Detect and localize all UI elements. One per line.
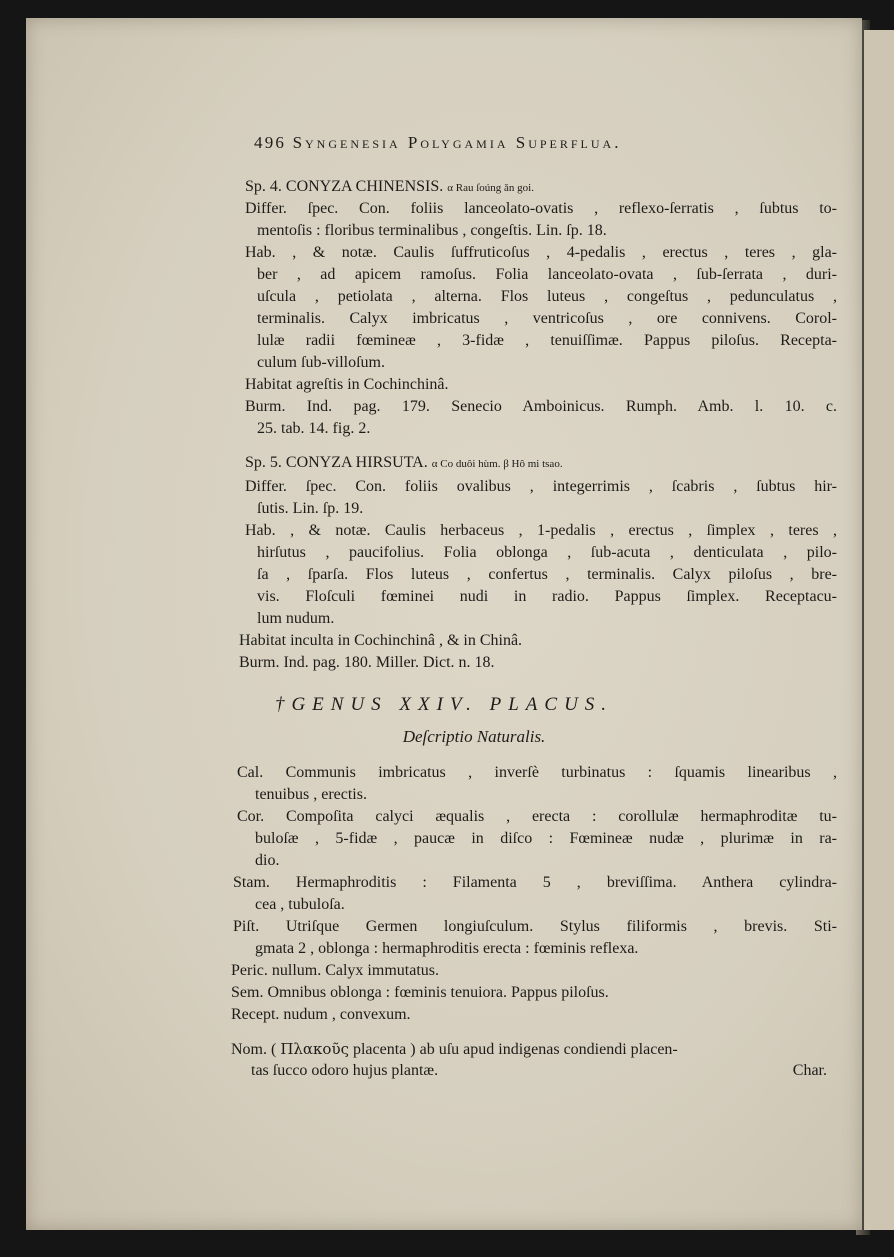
species-4-burm-2: 25. tab. 14. fig. 2. <box>257 420 371 437</box>
species-4-vernacular: α Rau ſoúng ǎn goi. <box>447 182 534 194</box>
genus-line-7: cea , tubuloſa. <box>255 896 345 913</box>
species-5-burm: Burm. Ind. pag. 180. Miller. Dict. n. 18. <box>239 654 495 671</box>
genus-title: †GENUS XXIV. PLACUS. <box>274 694 614 715</box>
species-4-hab-4: terminalis. Calyx imbricatus , ventricoſus , ore connivens. Corol- <box>257 310 837 327</box>
species-4-differ-1: Differ. ſpec. Con. foliis lanceolato-ovatis , reflexo-ſerratis , ſubtus to- <box>245 200 837 217</box>
species-4-differ-2: mentoſis : floribus terminalibus , congeſtis. Lin. ſp. 18. <box>257 222 607 239</box>
species-5-hab-5: lum nudum. <box>257 610 335 627</box>
species-4-burm-1: Burm. Ind. pag. 179. Senecio Amboinicus. Rumph. Amb. l. 10. c. <box>245 398 837 415</box>
genus-subtitle: Deſcriptio Naturalis. <box>402 727 546 746</box>
species-4-title: Sp. 4. CONYZA CHINENSIS. <box>245 178 444 195</box>
genus-line-6: Stam. Hermaphroditis : Filamenta 5 , breviſſima. Anthera cylindra- <box>233 874 837 891</box>
species-5-title-line <box>245 452 845 475</box>
nom-line-2 <box>251 1060 827 1082</box>
species-5-hab-4: vis. Floſculi fœminei nudi in radio. Pappus ſimplex. Receptacu- <box>257 588 837 605</box>
species-4-hab-3: uſcula , petiolata , alterna. Flos luteus , congeſtus , pedunculatus , <box>257 288 837 305</box>
genus-line-2: tenuibus , erectis. <box>255 786 367 803</box>
genus-line-8: Piſt. Utriſque Germen longiuſculum. Stylus filiformis , brevis. Sti- <box>233 918 837 935</box>
species-4-habitat: Habitat agreſtis in Cochinchinâ. <box>245 376 449 393</box>
running-header <box>254 132 814 154</box>
species-5-hab-1: Hab. , & notæ. Caulis herbaceus , 1-pedalis , erectus , ſimplex , teres , <box>245 522 837 539</box>
nom-greek-word: Πλακοῦς <box>280 1040 349 1058</box>
species-4-hab-1: Hab. , & notæ. Caulis ſuffruticoſus , 4-pedalis , erectus , teres , gla- <box>245 244 837 261</box>
species-5-differ-2: ſutis. Lin. ſp. 19. <box>257 500 364 517</box>
species-5-hab-3: ſa , ſparſa. Flos luteus , confertus , terminalis. Calyx piloſus , bre- <box>257 566 837 583</box>
species-4-hab-5: lulæ radii fœmineæ , 3-fidæ , tenuiſſimæ. Pappus piloſus. Recepta- <box>257 332 837 349</box>
genus-line-4: buloſæ , 5-fidæ , paucæ in diſco : Fœmineæ nudæ , plurimæ in ra- <box>255 830 837 847</box>
nom-start: Nom. ( <box>231 1041 277 1058</box>
page-number: 496 <box>254 133 287 152</box>
species-5-differ-1: Differ. ſpec. Con. foliis ovalibus , integerrimis , ſcabris , ſubtus hir- <box>245 478 837 495</box>
species-5-title: Sp. 5. CONYZA HIRSUTA. <box>245 454 428 471</box>
species-5-hab-2: hirſutus , paucifolius. Folia oblonga , ſub-acuta , denticulata , pilo- <box>257 544 837 561</box>
species-4-hab-6: culum ſub-villoſum. <box>257 354 385 371</box>
genus-line-1: Cal. Communis imbricatus , inverſè turbinatus : ſquamis linearibus , <box>237 764 837 781</box>
genus-line-5: dio. <box>255 852 280 869</box>
species-4-title-line <box>245 176 845 199</box>
species-5-habitat: Habitat inculta in Cochinchinâ , & in Chinâ. <box>239 632 523 649</box>
nom-line-1 <box>231 1038 841 1061</box>
catchword: Char. <box>792 1062 827 1079</box>
nom-rest: placenta ) ab uſu apud indigenas condiendi placen- <box>352 1041 678 1058</box>
species-4-hab-2: ber , ad apicem ramoſus. Folia lanceolato-ovata , ſub-ſerrata , duri- <box>257 266 837 283</box>
genus-line-11: Sem. Omnibus oblonga : fœminis tenuiora. Pappus piloſus. <box>231 984 609 1001</box>
facing-page-edge <box>864 30 894 1230</box>
running-title: Syngenesia Polygamia Superflua. <box>292 133 622 152</box>
genus-line-10: Peric. nullum. Calyx immutatus. <box>231 962 439 979</box>
genus-line-12: Recept. nudum , convexum. <box>231 1006 411 1023</box>
book-page <box>26 18 862 1230</box>
genus-line-9: gmata 2 , oblonga : hermaphroditis erecta : fœminis reflexa. <box>255 940 639 957</box>
species-5-vernacular: α Co duôi hùm. β Hô mi tsao. <box>431 458 563 470</box>
nom-line-2-text: tas ſucco odoro hujus plantæ. <box>251 1062 439 1079</box>
genus-line-3: Cor. Compoſita calyci æqualis , erecta : corollulæ hermaphroditæ tu- <box>237 808 837 825</box>
